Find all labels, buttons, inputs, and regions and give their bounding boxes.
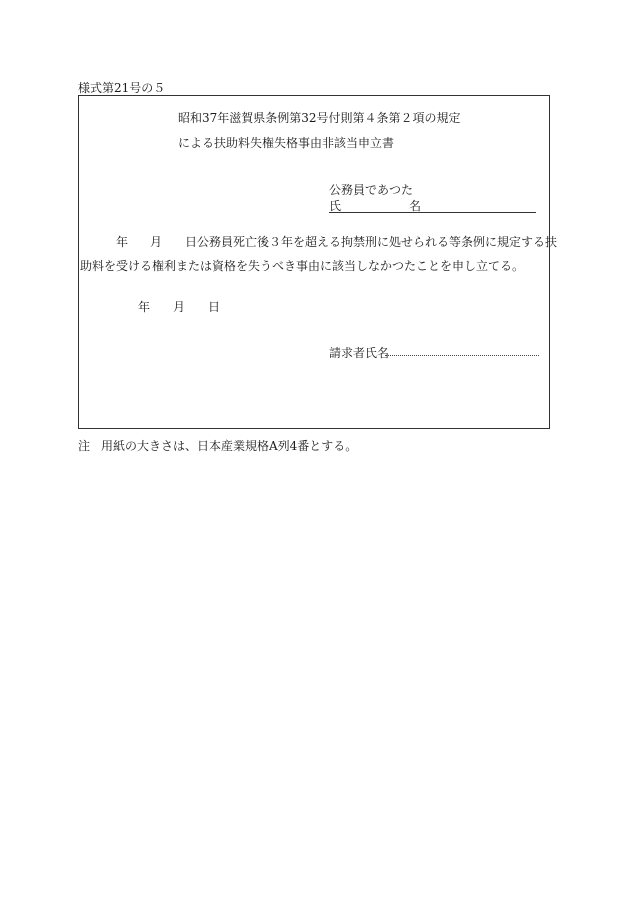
statement-year-label: 年 [116,235,129,249]
footnote-text: 用紙の大きさは、日本産業規格A列4番とする。 [101,439,358,453]
footnote-label: 注 [78,439,91,453]
claimant-name-field[interactable] [385,355,539,356]
date-year-label: 年 [138,300,151,314]
name-label-given: 名 [409,199,422,213]
statement-month-label: 月 [150,235,163,249]
statement-text-1: 日公務員死亡後３年を超える拘禁刑に処せられる等条例に規定する扶 [185,235,558,249]
deceased-name-field[interactable] [329,197,536,213]
form-number: 様式第21号の５ [78,81,166,95]
name-label-surname: 氏 [329,199,342,213]
deceased-label: 公務員であつた [329,183,414,197]
statement-line-2: 助料を受ける権利または資格を失うべき事由に該当しなかつたことを申し立てる。 [80,259,525,273]
date-day-label: 日 [208,300,221,314]
form-title-line-2: による扶助料失権失格事由非該当申立書 [178,136,395,150]
claimant-name-label: 請求者氏名 [329,346,390,360]
date-month-label: 月 [173,300,186,314]
form-title-line-1: 昭和37年滋賀県条例第32号付則第４条第２項の規定 [178,111,461,125]
